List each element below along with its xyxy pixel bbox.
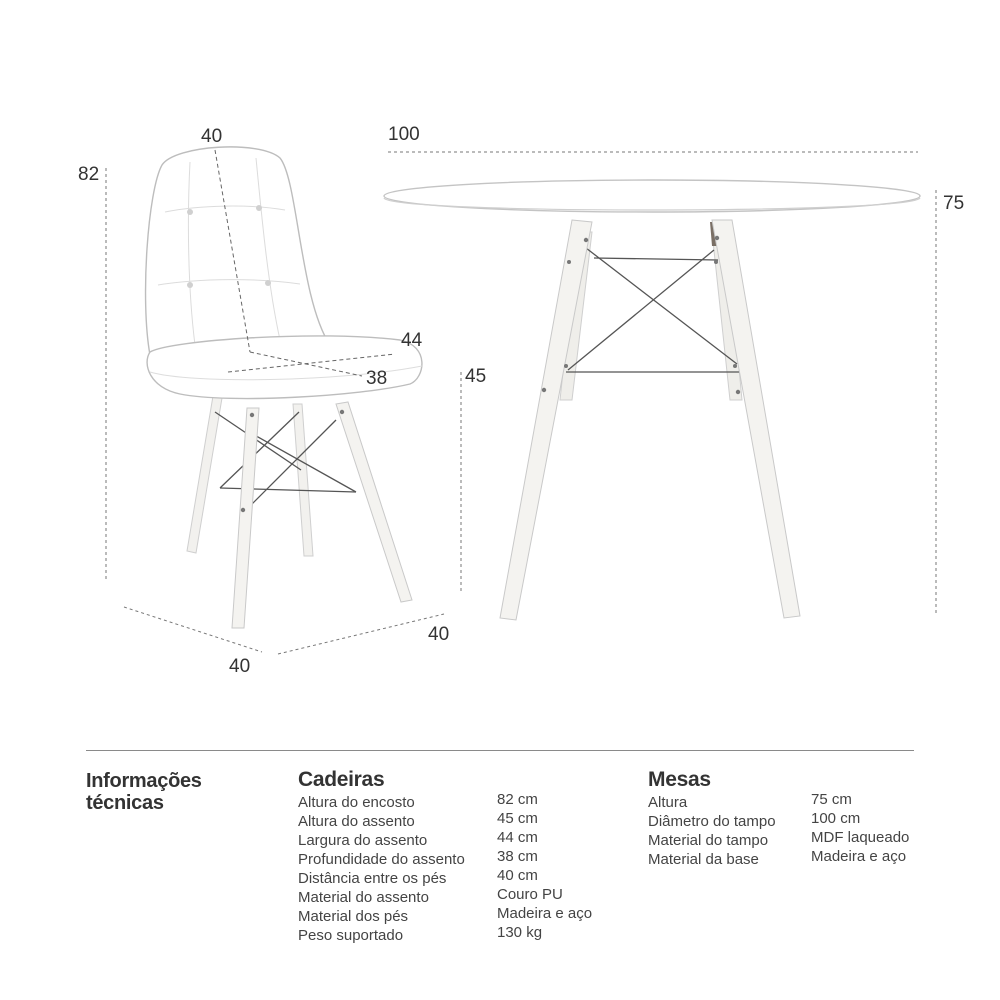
chair-base-width-label: 40 — [428, 624, 450, 645]
spec-value: 82 cm — [497, 791, 538, 808]
spec-row — [298, 810, 628, 832]
tables-spec-section — [648, 768, 948, 870]
spec-value: Couro PU — [497, 886, 563, 903]
technical-info-line2: técnicas — [86, 792, 164, 814]
spec-value: Madeira e aço — [497, 905, 593, 922]
chair-back-width-label: 40 — [201, 126, 223, 147]
chair-seat-depth-label: 38 — [366, 368, 388, 389]
chair-front-leg-right — [336, 402, 412, 602]
chair-height-label: 82 — [78, 164, 100, 185]
spec-row — [298, 924, 628, 946]
table-height-label: 75 — [943, 193, 965, 214]
chair-base-depth-label: 40 — [229, 656, 251, 677]
spec-label: Diâmetro do tampo — [648, 813, 776, 830]
spec-value: 38 cm — [497, 848, 538, 865]
table-diameter-label: 100 — [388, 124, 420, 145]
section-divider — [86, 750, 914, 751]
spec-label: Largura do assento — [298, 832, 428, 849]
table-front-leg-left — [500, 220, 592, 620]
spec-label: Peso suportado — [298, 927, 404, 944]
technical-info-line1: Informações — [86, 770, 202, 792]
chair-rear-leg-right — [293, 404, 313, 556]
spec-row — [298, 905, 628, 927]
spec-value: 40 cm — [497, 867, 538, 884]
spec-row — [298, 829, 628, 851]
chairs-spec-list — [298, 791, 628, 946]
chair-rear-leg-left — [187, 396, 222, 553]
spec-row — [648, 791, 948, 813]
chair-front-leg-left — [232, 408, 259, 628]
spec-value: 130 kg — [497, 924, 543, 941]
spec-label: Profundidade do assento — [298, 851, 465, 868]
technical-info-heading — [86, 770, 202, 814]
chair-steel-wires — [215, 412, 356, 510]
spec-label: Distância entre os pés — [298, 870, 447, 887]
tables-spec-title: Mesas — [648, 768, 711, 791]
spec-label: Altura — [648, 794, 688, 811]
spec-value: 75 cm — [811, 791, 852, 808]
spec-value: MDF laqueado — [811, 829, 910, 846]
spec-label: Material dos pés — [298, 908, 409, 925]
chair-seat-height-label: 45 — [465, 366, 487, 387]
table-illustration — [384, 180, 920, 620]
spec-value: Madeira e aço — [811, 848, 907, 865]
chair-seat-width-label: 44 — [401, 330, 423, 351]
spec-value: 45 cm — [497, 810, 538, 827]
chairs-spec-section — [298, 768, 628, 946]
spec-row — [648, 848, 948, 870]
tables-spec-list — [648, 791, 948, 870]
spec-label: Altura do assento — [298, 813, 415, 830]
spec-value: 100 cm — [811, 810, 861, 827]
spec-row — [298, 848, 628, 870]
spec-label: Material do tampo — [648, 832, 769, 849]
spec-label: Material da base — [648, 851, 759, 868]
chair-backrest — [146, 147, 330, 361]
table-front-leg-right — [712, 220, 800, 618]
spec-value: 44 cm — [497, 829, 538, 846]
spec-label: Material do assento — [298, 889, 429, 906]
spec-row — [298, 791, 628, 813]
spec-row — [298, 867, 628, 889]
spec-label: Altura do encosto — [298, 794, 415, 811]
chairs-spec-title: Cadeiras — [298, 768, 385, 791]
